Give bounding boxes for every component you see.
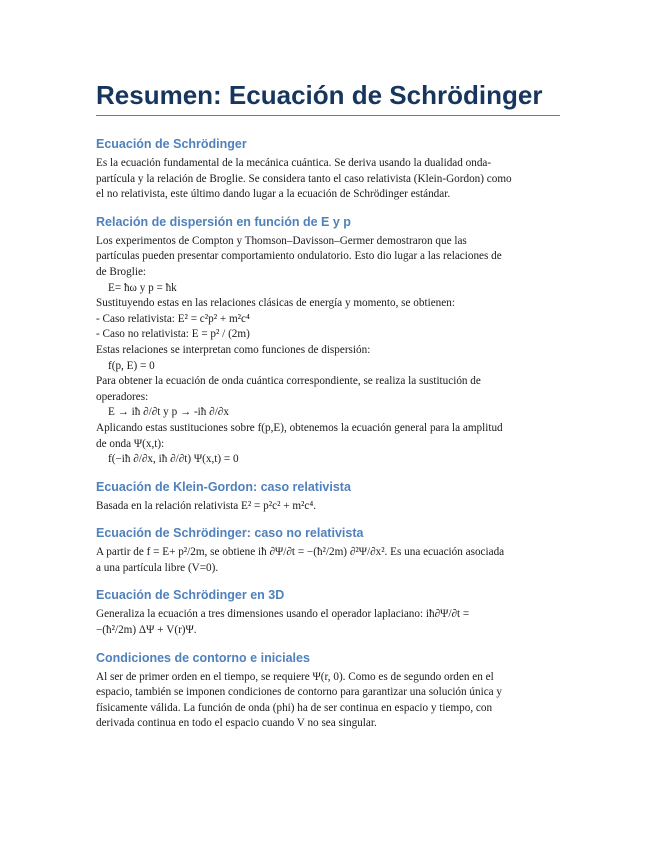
body-line: −(ħ²/2m) ΔΨ + V(r)Ψ.	[96, 624, 197, 637]
formula-line: f(p, E) = 0	[108, 359, 155, 372]
formula-line: E → iħ ∂/∂t y p → -iħ ∂/∂x	[108, 406, 229, 419]
section-heading: Ecuación de Schrödinger en 3D	[96, 588, 285, 603]
page-title: Resumen: Ecuación de Schrödinger	[96, 78, 560, 116]
section-3d	[96, 587, 560, 638]
body-line: Los experimentos de Compton y Thomson–Davisson–Germer demostraron que las	[96, 234, 467, 247]
section-heading: Ecuación de Schrödinger: caso no relativista	[96, 526, 364, 541]
body-line: A partir de f = E+ p²/2m, se obtiene iħ ∂Ψ/∂t = −(ħ²/2m) ∂²Ψ/∂x². Es una ecuación asociada	[96, 546, 505, 559]
body-line: Para obtener la ecuación de onda cuántica correspondiente, se realiza la sustitución de	[96, 375, 481, 388]
body-line: Generaliza la ecuación a tres dimensiones usando el operador laplaciano: iħ∂Ψ/∂t =	[96, 608, 470, 621]
body-line: Aplicando estas sustituciones sobre f(p,E), obtenemos la ecuación general para la amplitud	[96, 421, 503, 434]
body-line: espacio, también se imponen condiciones de contorno para garantizar una solución única y	[96, 686, 503, 699]
section-condiciones-contorno	[96, 650, 560, 732]
section-relacion-dispersion	[96, 214, 560, 468]
section-heading: Relación de dispersión en función de E y p	[96, 214, 351, 229]
section-heading: Condiciones de contorno e iniciales	[96, 650, 310, 665]
document-page	[96, 78, 560, 732]
body-line: - Caso relativista: E² = c²p² + m²c⁴	[96, 312, 250, 325]
formula-line: f(−iħ ∂/∂x, iħ ∂/∂t) Ψ(x,t) = 0	[108, 453, 239, 466]
body-line: Sustituyendo estas en las relaciones clásicas de energía y momento, se obtienen:	[96, 297, 455, 310]
body-line: partículas pueden presentar comportamiento ondulatorio. Esto dio lugar a las relaciones de	[96, 250, 502, 263]
body-line: Basada en la relación relativista E² = p²c² + m²c⁴.	[96, 499, 317, 512]
section-heading: Ecuación de Schrödinger	[96, 137, 247, 151]
body-line: de onda Ψ(x,t):	[96, 437, 165, 450]
section-ecuacion-schrodinger	[96, 136, 560, 203]
body-line: de Broglie:	[96, 265, 147, 278]
body-line: derivada continua en todo el espacio cuando V no sea singular.	[96, 717, 377, 730]
body-line: Al ser de primer orden en el tiempo, se requiere Ψ(r, 0). Como es de segundo orden en el	[96, 670, 494, 683]
section-klein-gordon	[96, 479, 560, 515]
body-line: físicamente válida. La función de onda (phi) ha de ser continua en espacio y tiempo, con	[96, 701, 493, 714]
body-line: operadores:	[96, 390, 149, 403]
body-line: Es la ecuación fundamental de la mecánica cuántica. Se deriva usando la dualidad onda-	[96, 157, 492, 169]
body-line: a una partícula libre (V=0).	[96, 561, 219, 574]
body-line: - Caso no relativista: E = p² / (2m)	[96, 328, 250, 341]
body-line: partícula y la relación de Broglie. Se considera tanto el caso relativista (Klein-Gordon) como	[96, 172, 512, 185]
formula-line: E= ħω y p = ħk	[108, 281, 177, 294]
section-no-relativista	[96, 525, 560, 576]
body-line: Estas relaciones se interpretan como funciones de dispersión:	[96, 343, 371, 356]
section-heading: Ecuación de Klein-Gordon: caso relativista	[96, 479, 351, 494]
body-line: el no relativista, este último dando lugar a la ecuación de Schrödinger estándar.	[96, 188, 451, 201]
